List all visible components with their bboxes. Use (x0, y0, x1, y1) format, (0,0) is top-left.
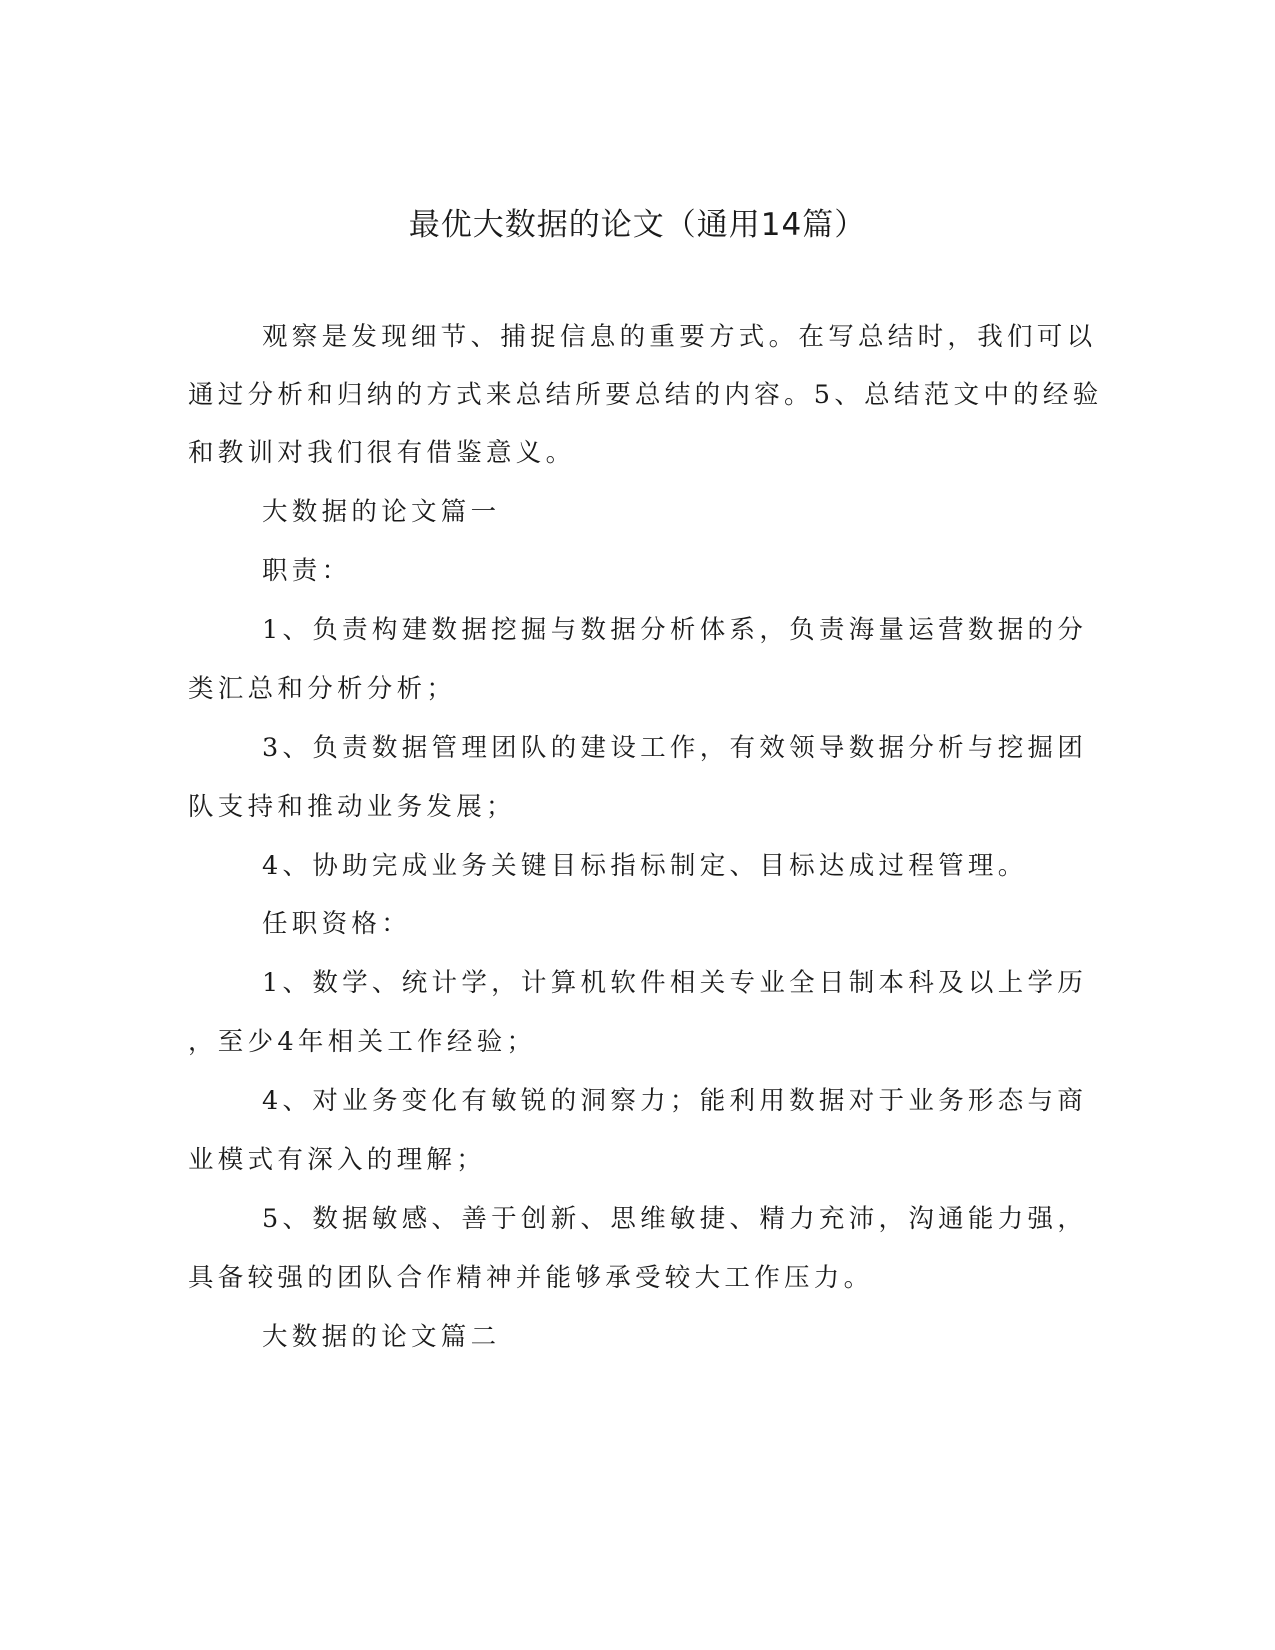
body-line: 业模式有深入的理解； (188, 1145, 487, 1175)
body-line: 观察是发现细节、捕捉信息的重要方式。在写总结时，我们可以 (262, 322, 1097, 352)
body-line: 5、数据敏感、善于创新、思维敏捷、精力充沛，沟通能力强， (262, 1204, 1088, 1234)
body-line: 通过分析和归纳的方式来总结所要总结的内容。5、总结范文中的经验 (188, 380, 1103, 410)
body-line: 1、负责构建数据挖掘与数据分析体系，负责海量运营数据的分 (262, 615, 1088, 645)
section-heading: 大数据的论文篇二 (262, 1322, 501, 1352)
body-line: 4、对业务变化有敏锐的洞察力；能利用数据对于业务形态与商 (262, 1086, 1088, 1116)
body-line: 和教训对我们很有借鉴意义。 (188, 438, 576, 468)
body-line: 类汇总和分析分析； (188, 674, 457, 704)
body-line: 队支持和推动业务发展； (188, 792, 516, 822)
body-line: 1、数学、统计学，计算机软件相关专业全日制本科及以上学历 (262, 968, 1088, 998)
body-line: 具备较强的团队合作精神并能够承受较大工作压力。 (188, 1263, 874, 1293)
body-line: ，至少4年相关工作经验； (188, 1027, 537, 1057)
subsection-heading: 职责： (262, 556, 352, 586)
section-heading: 大数据的论文篇一 (262, 497, 501, 527)
document-title: 最优大数据的论文（通用14篇） (408, 207, 867, 243)
subsection-heading: 任职资格： (262, 909, 412, 939)
body-line: 3、负责数据管理团队的建设工作，有效领导数据分析与挖掘团 (262, 733, 1088, 763)
body-line: 4、协助完成业务关键目标指标制定、目标达成过程管理。 (262, 851, 1028, 881)
